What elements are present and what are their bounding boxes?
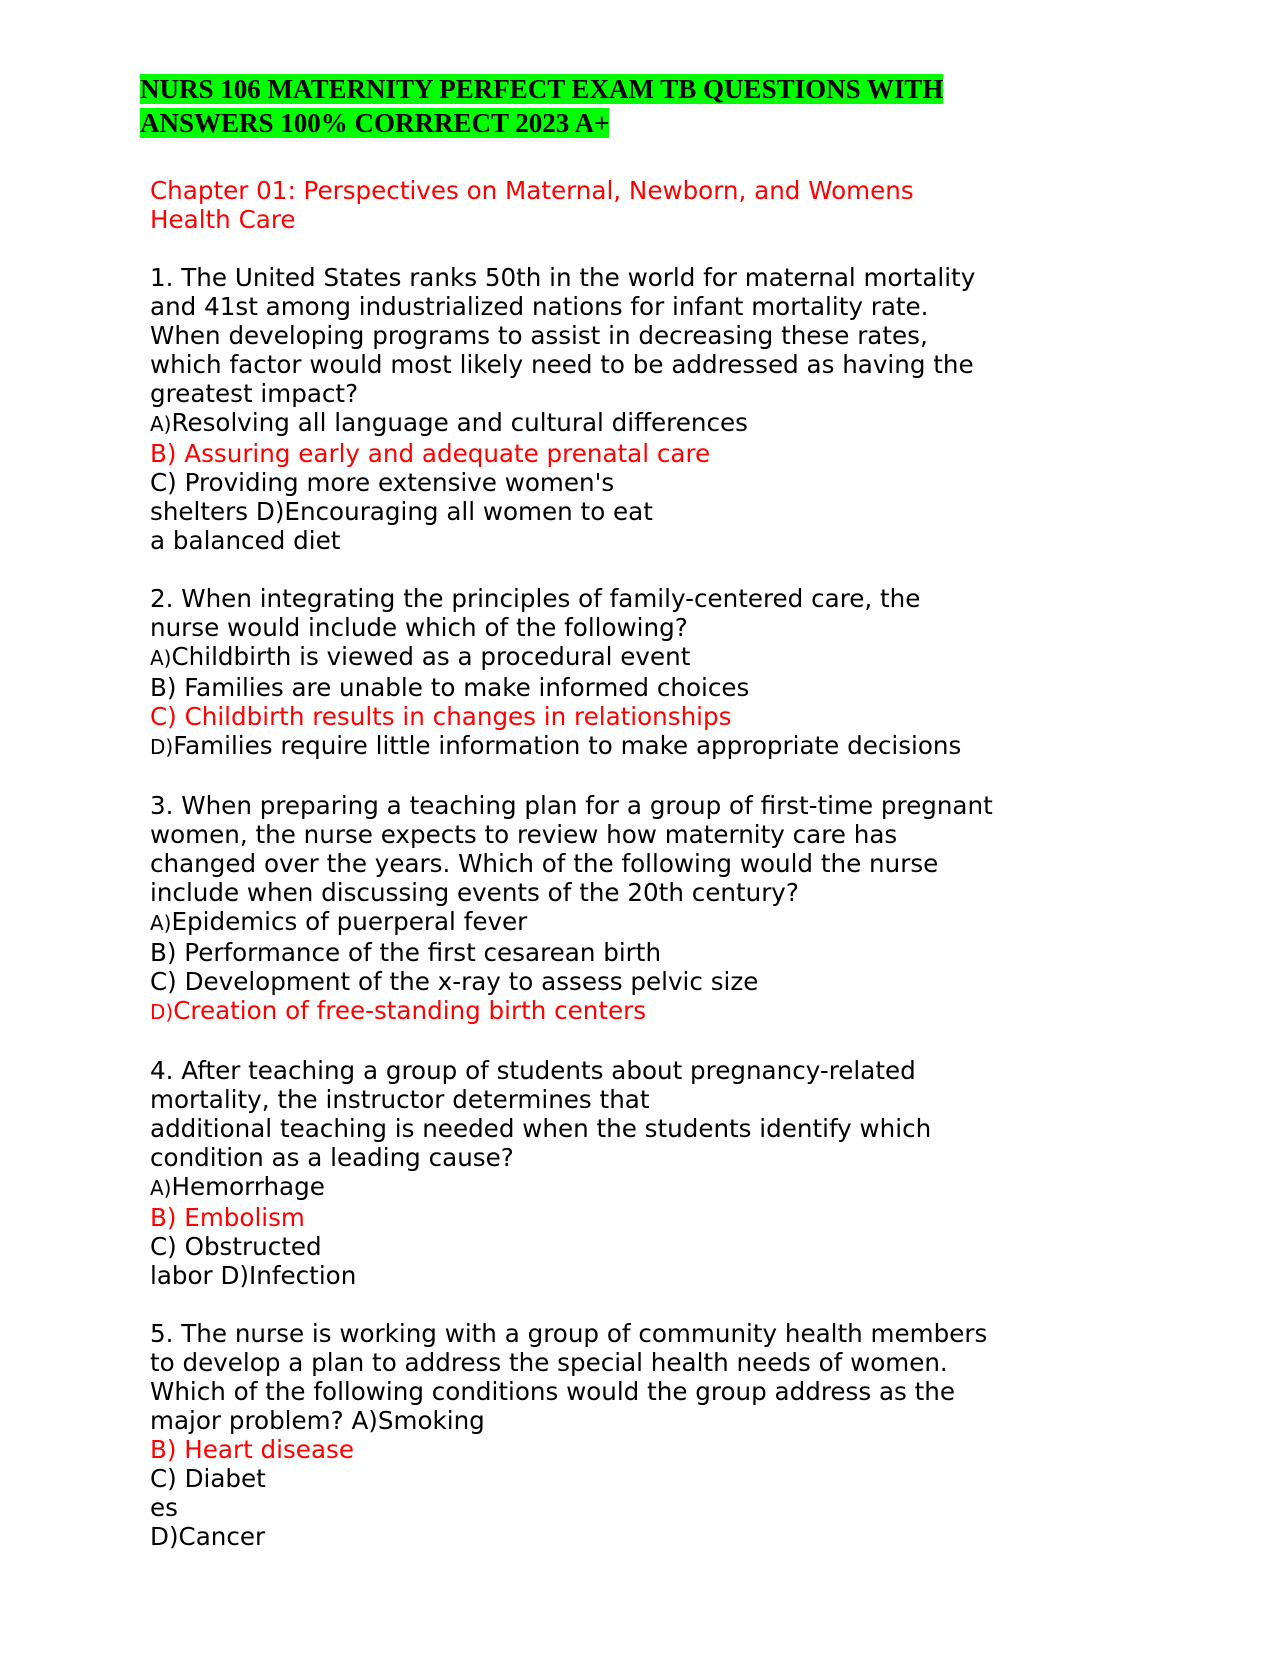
answer-option-correct: C) Childbirth results in changes in relationships	[150, 702, 732, 731]
question-stem-line: nurse would include which of the following?	[150, 613, 688, 642]
answer-option: A)Epidemics of puerperal fever	[150, 907, 528, 936]
answer-option: A)Resolving all language and cultural differences	[150, 408, 748, 437]
answer-option: A)Childbirth is viewed as a procedural event	[150, 642, 691, 671]
answer-option: D)Cancer	[150, 1522, 266, 1551]
question-2	[150, 584, 1140, 762]
question-stem-line: and 41st among industrialized nations for infant mortality rate.	[150, 292, 929, 321]
question-stem-line: to develop a plan to address the special health needs of women.	[150, 1348, 948, 1377]
question-4	[150, 1056, 1140, 1290]
question-stem-line: Which of the following conditions would the group address as the	[150, 1377, 956, 1406]
question-stem-line: 1. The United States ranks 50th in the world for maternal mortality	[150, 263, 976, 292]
answer-option: D)Families require little information to make appropriate decisions	[150, 731, 962, 760]
answer-option: es	[150, 1493, 178, 1522]
question-stem-line: condition as a leading cause?	[150, 1143, 514, 1172]
document-body	[150, 176, 1140, 1551]
title-line-2: ANSWERS 100% CORRRECT 2023 A+	[140, 108, 610, 138]
question-stem-line: additional teaching is needed when the students identify which	[150, 1114, 932, 1143]
answer-option-correct: B) Heart disease	[150, 1435, 354, 1464]
document-title	[140, 72, 1040, 140]
question-stem-line: which factor would most likely need to be addressed as having the	[150, 350, 974, 379]
question-3	[150, 791, 1140, 1027]
answer-option: labor D)Infection	[150, 1261, 357, 1290]
answer-option: C) Obstructed	[150, 1232, 322, 1261]
question-stem-line: major problem? A)Smoking	[150, 1406, 485, 1435]
question-stem-line: include when discussing events of the 20th century?	[150, 878, 799, 907]
answer-option: C) Development of the x-ray to assess pelvic size	[150, 967, 759, 996]
answer-option-correct: D)Creation of free-standing birth centers	[150, 996, 647, 1025]
question-stem-line: 2. When integrating the principles of family-centered care, the	[150, 584, 921, 613]
answer-option-correct: B) Embolism	[150, 1203, 305, 1232]
answer-option: B) Families are unable to make informed choices	[150, 673, 750, 702]
question-1	[150, 263, 1140, 555]
chapter-heading-line-1: Chapter 01: Perspectives on Maternal, Newborn, and Womens	[150, 176, 914, 205]
question-stem-line: greatest impact?	[150, 379, 359, 408]
chapter-heading-line-2: Health Care	[150, 205, 296, 234]
question-stem-line: 3. When preparing a teaching plan for a group of first-time pregnant	[150, 791, 993, 820]
question-stem-line: 5. The nurse is working with a group of community health members	[150, 1319, 988, 1348]
question-stem-line: mortality, the instructor determines that	[150, 1085, 650, 1114]
title-line-1: NURS 106 MATERNITY PERFECT EXAM TB QUESTIONS WITH	[140, 74, 944, 104]
question-stem-line: When developing programs to assist in decreasing these rates,	[150, 321, 928, 350]
answer-option: shelters D)Encouraging all women to eat	[150, 497, 653, 526]
answer-option: a balanced diet	[150, 526, 341, 555]
question-stem-line: changed over the years. Which of the following would the nurse	[150, 849, 939, 878]
answer-option-correct: B) Assuring early and adequate prenatal care	[150, 439, 711, 468]
answer-option: C) Diabet	[150, 1464, 266, 1493]
question-stem-line: 4. After teaching a group of students about pregnancy-related	[150, 1056, 916, 1085]
question-stem-line: women, the nurse expects to review how maternity care has	[150, 820, 898, 849]
answer-option: B) Performance of the first cesarean birth	[150, 938, 662, 967]
answer-option: A)Hemorrhage	[150, 1172, 325, 1201]
question-5	[150, 1319, 1140, 1551]
answer-option: C) Providing more extensive women's	[150, 468, 615, 497]
